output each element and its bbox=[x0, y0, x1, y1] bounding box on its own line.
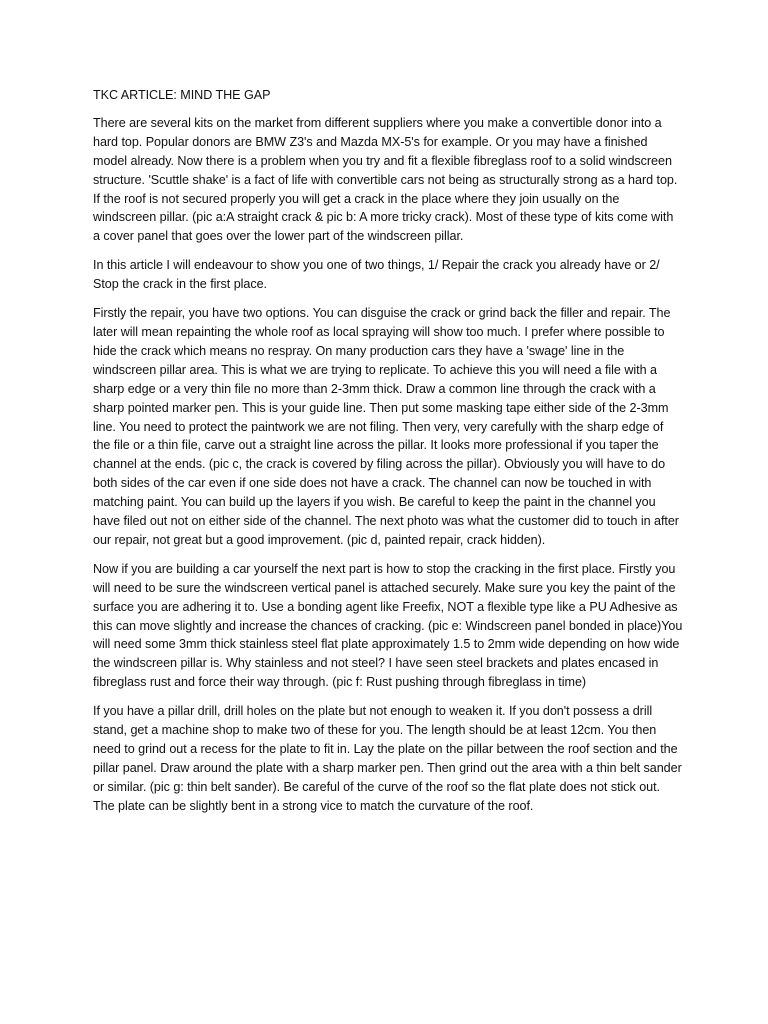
paragraph-repair: Firstly the repair, you have two options. You can disguise the crack or grind back the filler and repair. The later will mean repainting the whole roof as local spraying will show too much. I prefer where possible to hide the crack which means no respray. On many production cars they have a 'swage' line in the windscreen pillar area. This is what we are trying to replicate. To achieve this you will need a file with a sharp edge or a very thin file no more than 2-3mm thick. Draw a common line through the crack with a sharp pointed marker pen. This is your guide line. Then put some masking tape either side of the 2-3mm line. You need to protect the paintwork we are not filing. Then very, very carefully with the sharp edge of the file or a thin file, carve out a straight line across the pillar. It looks more professional if you taper the channel at the ends. (pic c, the crack is covered by filing across the pillar). Obviously you will have to do both sides of the car even if one side does not have a crack. The channel can now be touched in with matching paint. You can build up the layers if you wish. Be careful to keep the paint in the channel you have filed out not on either side of the channel. The next photo was what the customer did to touch in after our repair, not great but a good improvement. (pic d, painted repair, crack hidden). bbox=[93, 306, 679, 547]
article-title: TKC ARTICLE: MIND THE GAP bbox=[93, 88, 271, 102]
paragraph-overview: In this article I will endeavour to show you one of two things, 1/ Repair the crack you already have or 2/ Stop the crack in the first place. bbox=[93, 258, 660, 292]
paragraph-prevention: Now if you are building a car yourself the next part is how to stop the cracking in the first place. Firstly you will need to be sure the windscreen vertical panel is attached securely. Make sure you key the paint of the surface you are adhering it to. Use a bonding agent like Freefix, NOT a flexible type like a PU Adhesive as this can move slightly and increase the chances of cracking. (pic e: Windscreen panel bonded in place)You will need some 3mm thick stainless steel flat plate approximately 1.5 to 2mm wide depending on how wide the windscreen pillar is. Why stainless and not steel? I have seen steel brackets and plates encased in fibreglass rust and force their way through. (pic f: Rust pushing through fibreglass in time) bbox=[93, 561, 683, 690]
paragraph-intro: There are several kits on the market from different suppliers where you make a convertible donor into a hard top. Popular donors are BMW Z3's and Mazda MX-5's for example. Or you may have a finished model already. Now there is a problem when you try and fit a flexible fibreglass roof to a solid windscreen structure. 'Scuttle shake' is a fact of life with convertible cars not being as structurally strong as a hard top. If the roof is not secured properly you will get a crack in the place where they join usually on the windscreen pillar. (pic a:A straight crack & pic b: A more tricky crack). Most of these type of kits come with a cover panel that goes over the lower part of the windscreen pillar. bbox=[93, 115, 678, 244]
paragraph-plate-fitting: If you have a pillar drill, drill holes on the plate but not enough to weaken it. If you don't possess a drill stand, get a machine shop to make two of these for you. The length should be at least 12cm. You then need to grind out a recess for the plate to fit in. Lay the plate on the pillar between the roof section and the pillar panel. Draw around the plate with a sharp marker pen. Then grind out the area with a thin belt sander or similar. (pic g: thin belt sander). Be careful of the curve of the roof so the flat plate does not stick out. The plate can be slightly bent in a strong vice to match the curvature of the roof. bbox=[93, 704, 682, 813]
document-page bbox=[93, 86, 683, 826]
